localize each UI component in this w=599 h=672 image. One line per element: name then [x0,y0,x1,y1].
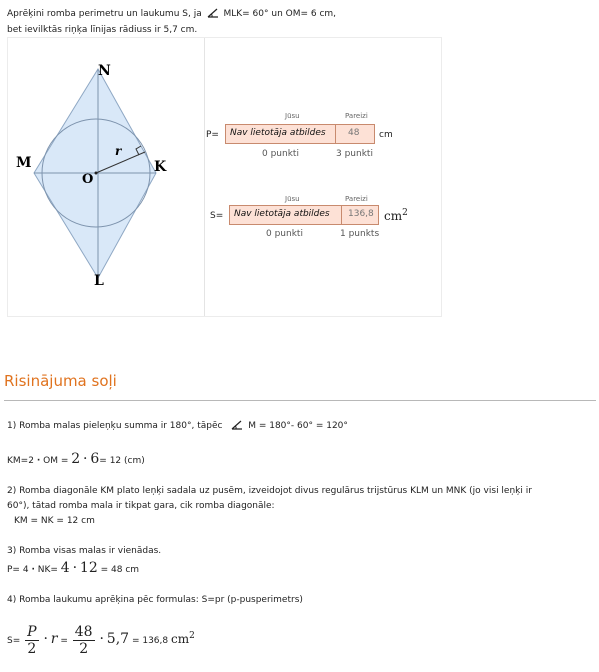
angle-icon [231,420,243,430]
task-line-2: bet ievilktās riņķa līnijas rādiuss ir 5,7 cm. [7,25,198,35]
calc1-op: · [83,451,88,467]
frac1-num: P [27,624,37,640]
panel-divider [204,38,205,316]
calc1-b: OM = [43,456,69,466]
step4-unit-sup: 2 [189,631,195,641]
angle-icon [207,8,219,18]
p-correct-score: 3 punkti [336,149,373,159]
label-r: r [115,144,122,158]
p-correct-value: 48 [348,128,360,138]
label-m: M [16,155,32,171]
figure-panel [7,37,442,317]
step4-s-prefix: S= [7,636,21,646]
s-field-divider [341,206,342,224]
step3-c: = 48 cm [100,565,140,575]
label-k: K [154,159,167,175]
area-answer-field [229,205,379,225]
step-1 [7,420,348,431]
step4-line-1: 4) Romba laukumu aprēķina pēc formulas: S=pr (p-pusperimetrs) [7,595,303,605]
step3-n2: 12 [79,560,98,576]
s-correct-value: 136,8 [348,209,374,219]
fraction-p-over-2 [25,624,38,657]
label-o: O [82,172,94,187]
step3-op: · [72,560,78,576]
frac2-num: 48 [74,624,93,640]
step1-text-b: M = 180°- 60° = 120° [248,421,348,431]
center-point [95,172,98,175]
task-text-b: MLK= 60° un OM= 6 cm, [223,9,337,19]
calc-1 [7,451,145,467]
s-correct-score: 1 punkts [340,229,380,239]
p-prefix: P= [206,130,219,140]
solution-title: Risinājuma soļi [4,372,117,390]
step4-formula [7,624,195,657]
mult-dot-1: · [43,631,48,647]
perimeter-answer-field [225,124,375,144]
step3-dot: · [31,565,35,575]
step3-n1: 4 [60,560,70,576]
step2-line-1: 2) Romba diagonāle KM plato leņķi sadala uz pusēm, izveidojot divus regulārus trijstūrus KLM un MNK (jo visi leņķi ir [7,486,532,496]
step4-unit [171,632,195,646]
solution-divider [4,400,596,401]
equals-sign: = [60,636,68,646]
frac1-den: 2 [27,641,37,657]
p-correct-header: Pareizi [345,112,368,120]
p-your-score: 0 punkti [262,149,299,159]
p-unit: cm [379,130,393,140]
step4-r: r [50,631,58,647]
s-unit-text: cm [384,209,403,223]
step2-line-3: KM = NK = 12 cm [14,516,95,526]
step3-line-1: 3) Romba visas malas ir vienādas. [7,546,162,556]
calc1-n2: 6 [90,451,100,467]
task-text-a: Aprēķini romba perimetru un laukumu S, ja [7,9,202,19]
s-unit [384,208,408,223]
s-your-header: Jūsu [285,195,300,203]
step3-b: NK= [37,565,58,575]
step4-mult: 5,7 [106,631,130,647]
s-prefix: S= [210,211,224,221]
s-your-score: 0 punkti [266,229,303,239]
p-field-divider [335,125,336,143]
frac2-den: 2 [79,641,89,657]
fraction-48-over-2 [73,624,95,657]
step4-result: = 136,8 [131,636,169,646]
step4-unit-text: cm [170,632,190,646]
calc1-n1: 2 [71,451,81,467]
calc1-c: = 12 (cm) [99,456,145,466]
rhombus-diagram [8,38,204,316]
s-unit-sup: 2 [402,208,408,218]
p-your-answer: Nav lietotāja atbildes [230,128,326,138]
mult-dot-2: · [99,631,104,647]
s-correct-header: Pareizi [345,195,368,203]
step2-line-2: 60°), tātad romba mala ir tikpat gara, cik romba diagonāle: [7,501,275,511]
label-l: L [94,273,104,289]
p-your-header: Jūsu [285,112,300,120]
calc1-dot: · [36,456,41,466]
step3-a: P= 4 [7,565,29,575]
task-line-1 [7,7,336,21]
s-your-answer: Nav lietotāja atbildes [234,209,330,219]
calc1-a: KM=2 [7,456,34,466]
label-n: N [98,63,111,79]
step3-calc [7,560,139,576]
step1-text-a: 1) Romba malas pieleņķu summa ir 180°, tāpēc [7,421,223,431]
